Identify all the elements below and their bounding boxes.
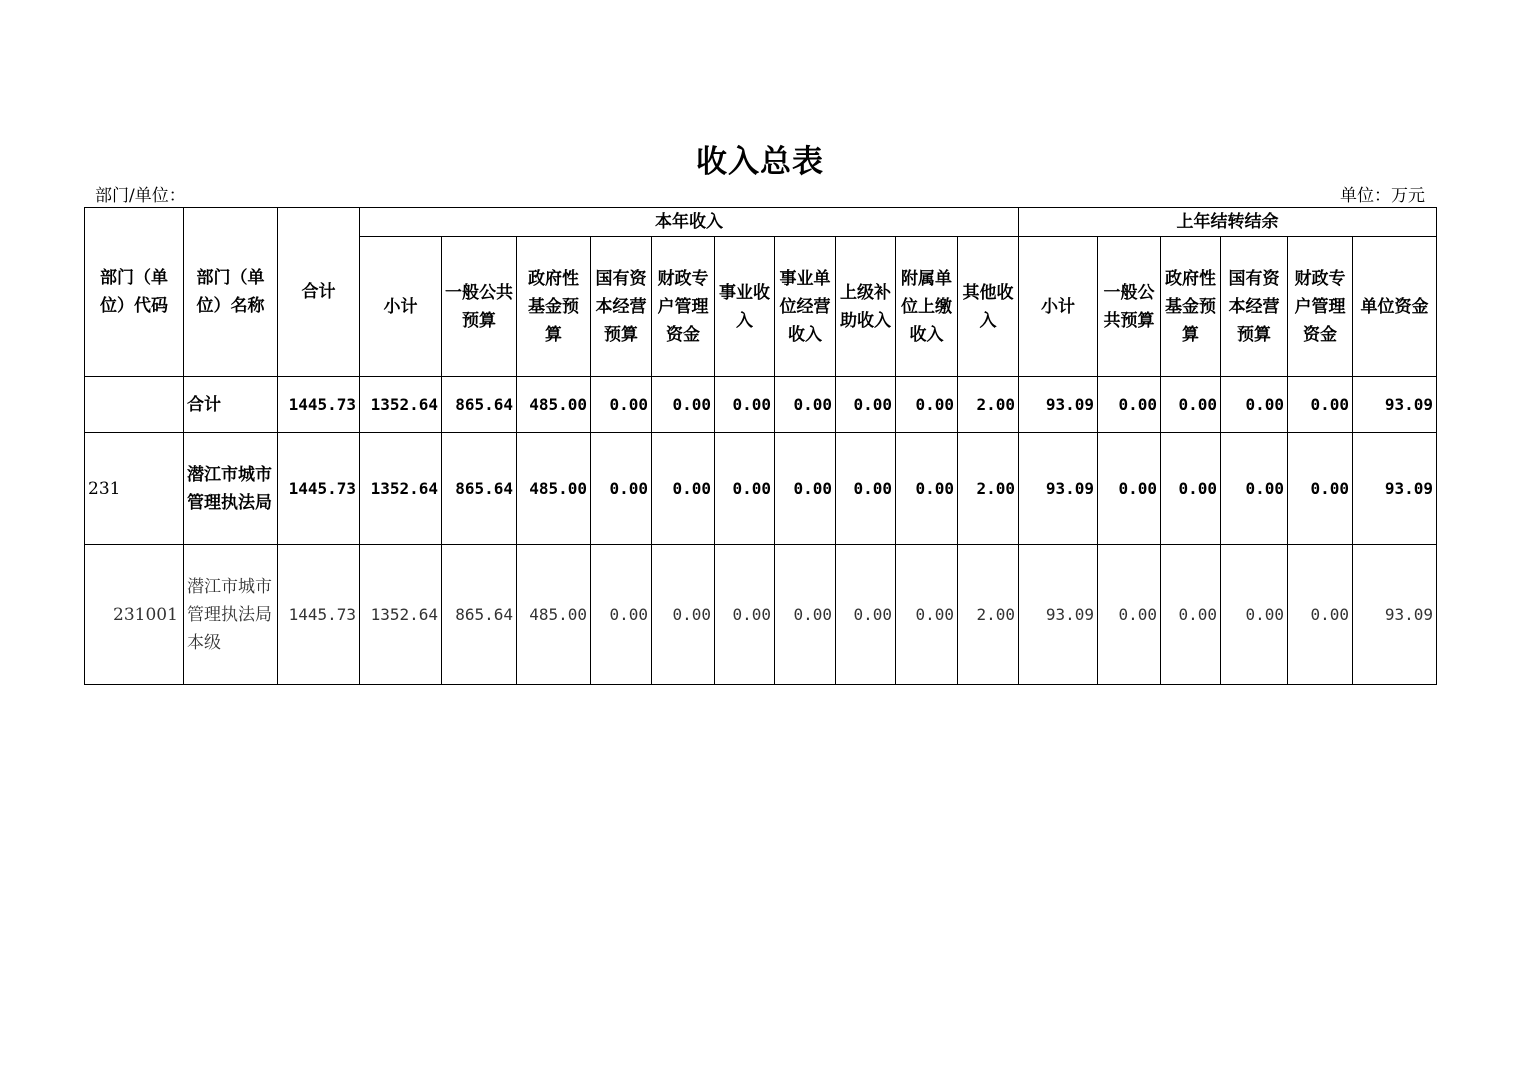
cell-py: 0.00 (1161, 545, 1221, 685)
cell-cy: 0.00 (775, 545, 836, 685)
cell-cy: 0.00 (591, 545, 652, 685)
header-code: 部门（单位）代码 (85, 208, 184, 377)
header-py-general-budget: 一般公共预算 (1098, 237, 1161, 377)
table-row-department (85, 433, 1437, 545)
cell-cy: 1352.64 (360, 545, 442, 685)
cell-cy: 0.00 (836, 377, 896, 433)
cell-cy: 1352.64 (360, 377, 442, 433)
cell-py: 0.00 (1098, 545, 1161, 685)
cell-py: 0.00 (1221, 377, 1288, 433)
cell-cy: 865.64 (442, 545, 517, 685)
header-name: 部门（单位）名称 (184, 208, 278, 377)
cell-cy: 865.64 (442, 377, 517, 433)
cell-py: 0.00 (1098, 433, 1161, 545)
header-cy-gov-fund: 政府性基金预算 (517, 237, 591, 377)
cell-cy: 0.00 (896, 545, 958, 685)
cell-name: 合计 (184, 377, 278, 433)
header-cy-other: 其他收入 (958, 237, 1019, 377)
cell-py: 0.00 (1098, 377, 1161, 433)
header-py-special-account: 财政专户管理资金 (1288, 237, 1353, 377)
page-title: 收入总表 (696, 144, 824, 180)
header-cy-unit-operating: 事业单位经营收入 (775, 237, 836, 377)
cell-cy: 0.00 (591, 433, 652, 545)
header-cy-subtotal: 小计 (360, 237, 442, 377)
cell-py: 93.09 (1353, 545, 1437, 685)
header-total: 合计 (278, 208, 360, 377)
header-prior-year-group: 上年结转结余 (1019, 208, 1437, 237)
cell-cy: 0.00 (775, 377, 836, 433)
header-py-gov-fund: 政府性基金预算 (1161, 237, 1221, 377)
cell-py: 0.00 (1221, 545, 1288, 685)
cell-cy: 2.00 (958, 545, 1019, 685)
cell-cy: 0.00 (652, 377, 715, 433)
dept-label: 部门/单位： (95, 186, 186, 206)
cell-py: 93.09 (1019, 545, 1098, 685)
cell-total: 1445.73 (278, 377, 360, 433)
cell-py: 93.09 (1019, 433, 1098, 545)
header-current-year-group: 本年收入 (360, 208, 1019, 237)
income-summary-table (84, 207, 1437, 685)
cell-py: 0.00 (1161, 377, 1221, 433)
cell-code: 231001 (85, 545, 184, 685)
cell-py: 93.09 (1353, 377, 1437, 433)
cell-py: 0.00 (1288, 433, 1353, 545)
cell-name: 潜江市城市管理执法局 (184, 433, 278, 545)
cell-cy: 865.64 (442, 433, 517, 545)
cell-cy: 0.00 (896, 377, 958, 433)
cell-py: 0.00 (1288, 545, 1353, 685)
cell-cy: 0.00 (652, 433, 715, 545)
header-cy-general-budget: 一般公共预算 (442, 237, 517, 377)
cell-py: 0.00 (1221, 433, 1288, 545)
cell-cy: 485.00 (517, 377, 591, 433)
cell-py: 93.09 (1019, 377, 1098, 433)
cell-cy: 485.00 (517, 433, 591, 545)
cell-py: 0.00 (1288, 377, 1353, 433)
cell-cy: 0.00 (836, 433, 896, 545)
unit-label: 单位：万元 (1340, 186, 1425, 206)
header-py-unit-funds: 单位资金 (1353, 237, 1437, 377)
header-py-state-capital: 国有资本经营预算 (1221, 237, 1288, 377)
table-row-unit (85, 545, 1437, 685)
cell-cy: 0.00 (896, 433, 958, 545)
cell-cy: 0.00 (775, 433, 836, 545)
cell-total: 1445.73 (278, 433, 360, 545)
cell-cy: 485.00 (517, 545, 591, 685)
cell-cy: 0.00 (591, 377, 652, 433)
cell-py: 93.09 (1353, 433, 1437, 545)
table-row-total (85, 377, 1437, 433)
cell-cy: 0.00 (715, 433, 775, 545)
cell-code: 231 (85, 433, 184, 545)
cell-cy: 0.00 (715, 377, 775, 433)
header-cy-special-account: 财政专户管理资金 (652, 237, 715, 377)
cell-cy: 0.00 (715, 545, 775, 685)
cell-cy: 2.00 (958, 433, 1019, 545)
header-cy-affiliated-remit: 附属单位上缴收入 (896, 237, 958, 377)
header-py-subtotal: 小计 (1019, 237, 1098, 377)
header-cy-state-capital: 国有资本经营预算 (591, 237, 652, 377)
cell-code (85, 377, 184, 433)
header-cy-business-income: 事业收入 (715, 237, 775, 377)
cell-total: 1445.73 (278, 545, 360, 685)
cell-cy: 0.00 (652, 545, 715, 685)
cell-name: 潜江市城市管理执法局本级 (184, 545, 278, 685)
cell-cy: 2.00 (958, 377, 1019, 433)
cell-cy: 0.00 (836, 545, 896, 685)
header-cy-superior-subsidy: 上级补助收入 (836, 237, 896, 377)
cell-cy: 1352.64 (360, 433, 442, 545)
cell-py: 0.00 (1161, 433, 1221, 545)
